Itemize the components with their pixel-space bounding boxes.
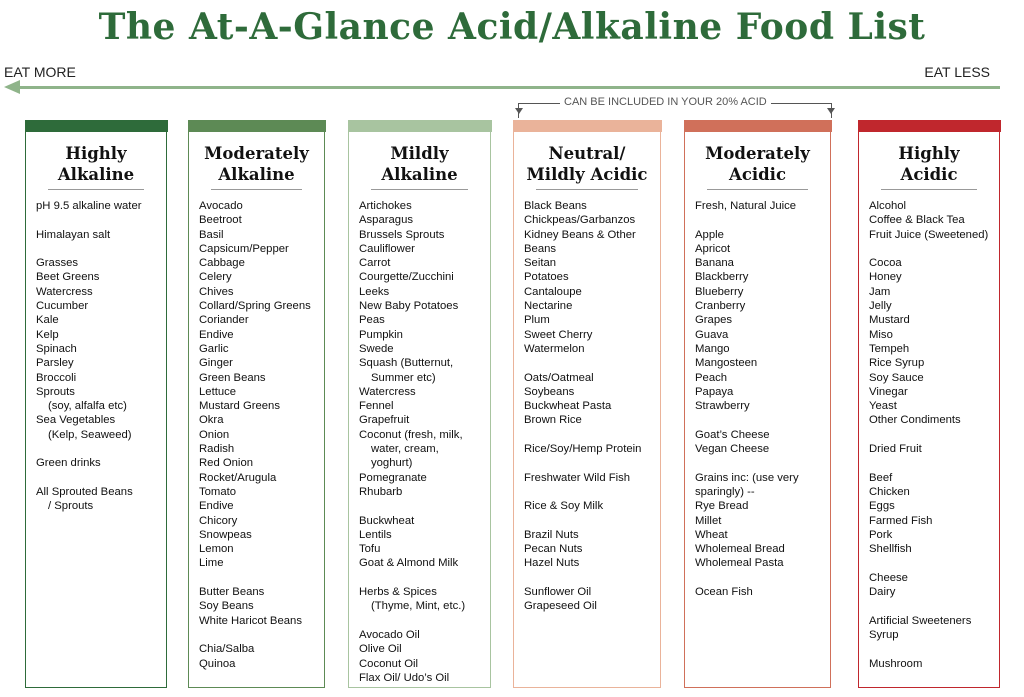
food-item: Spinach — [36, 342, 77, 355]
food-item: Plum — [524, 314, 550, 327]
eat-more-label: EAT MORE — [4, 64, 76, 80]
column-divider — [48, 189, 144, 190]
food-item: Collard/Spring Greens — [199, 300, 311, 313]
food-item: Beet Greens — [36, 271, 100, 284]
food-item: Soybeans — [524, 385, 575, 398]
food-item: All Sprouted Beans — [36, 485, 133, 498]
food-item: Vegan Cheese — [695, 443, 770, 456]
food-item: Tomato — [199, 485, 237, 498]
column-divider — [536, 189, 638, 190]
food-item: Sunflower Oil — [524, 586, 592, 599]
food-item: Ginger — [199, 357, 233, 370]
food-item: Flax Oil/ Udo’s Oil — [359, 671, 450, 684]
column-color-bar — [684, 120, 832, 132]
food-item: Green drinks — [36, 457, 101, 470]
scale-arrow-line — [18, 86, 1000, 89]
food-item: Asparagus — [359, 214, 414, 227]
food-item: Hazel Nuts — [524, 557, 580, 570]
food-item: Coconut (fresh, milk, — [359, 428, 463, 441]
food-item: yoghurt) — [371, 457, 413, 470]
food-item: Mushroom — [869, 657, 923, 670]
food-item: sparingly) -- — [695, 485, 755, 498]
food-item: Grapefruit — [359, 414, 410, 427]
food-item: Cabbage — [199, 257, 245, 270]
food-item: Soy Sauce — [869, 371, 924, 384]
column-divider — [371, 189, 468, 190]
food-item: Goat’s Cheese — [695, 428, 770, 441]
food-item — [869, 556, 997, 570]
food-item: water, cream, — [371, 443, 439, 456]
column-divider — [211, 189, 302, 190]
food-item — [359, 499, 488, 513]
food-item: Shellfish — [869, 543, 912, 556]
food-item: Rhubarb — [359, 485, 403, 498]
food-item — [869, 642, 997, 656]
food-item: Eggs — [869, 500, 895, 513]
food-item: Cranberry — [695, 300, 746, 313]
food-item — [359, 571, 488, 585]
food-item: Beetroot — [199, 214, 242, 227]
food-item: Leeks — [359, 285, 390, 298]
food-item — [869, 456, 997, 470]
food-item — [524, 356, 658, 370]
acid-allowance-label: CAN BE INCLUDED IN YOUR 20% ACID — [560, 96, 771, 108]
food-item: Cocoa — [869, 257, 902, 270]
food-item: Chives — [199, 285, 234, 298]
arrow-left-icon — [4, 80, 20, 94]
column-color-bar — [513, 120, 662, 132]
food-item: Papaya — [695, 385, 734, 398]
food-item: Pomegranate — [359, 471, 427, 484]
food-item: Potatoes — [524, 271, 569, 284]
food-item: pH 9.5 alkaline water — [36, 200, 142, 212]
food-item: Lime — [199, 557, 224, 570]
column-title: Moderately Acidic — [705, 144, 810, 184]
food-item: Farmed Fish — [869, 514, 933, 527]
food-item: Alcohol — [869, 200, 907, 212]
food-item: Dairy — [869, 586, 896, 599]
food-item: Radish — [199, 443, 235, 456]
food-list — [524, 199, 658, 614]
food-item: Garlic — [199, 342, 229, 355]
column-title: Mildly Alkaline — [381, 144, 458, 184]
food-item: Buckwheat — [359, 514, 415, 527]
food-item: Beans — [524, 242, 557, 255]
food-item: Blackberry — [695, 271, 749, 284]
food-item: Herbs & Spices — [359, 586, 437, 599]
column-mildly-alkaline — [348, 120, 491, 688]
bracket-right-arrow-icon — [827, 108, 835, 114]
food-item: Other Condiments — [869, 414, 961, 427]
food-item: Chickpeas/Garbanzos — [524, 214, 636, 227]
page-title: The At-A-Glance Acid/Alkaline Food List — [98, 6, 926, 48]
column-neutral-mildly-acidic — [513, 120, 661, 688]
food-item: Quinoa — [199, 657, 236, 670]
food-item: Squash (Butternut, — [359, 357, 454, 370]
food-item: Fennel — [359, 400, 394, 413]
food-item: Celery — [199, 271, 232, 284]
food-item: Grapeseed Oil — [524, 600, 597, 613]
food-item: Cantaloupe — [524, 285, 582, 298]
food-item — [524, 485, 658, 499]
food-item — [199, 571, 322, 585]
food-item: Summer etc) — [371, 371, 436, 384]
column-highly-alkaline — [25, 120, 167, 688]
food-item: Butter Beans — [199, 586, 265, 599]
food-item: (Kelp, Seaweed) — [48, 428, 132, 441]
food-item: Wholemeal Pasta — [695, 557, 784, 570]
food-item: White Haricot Beans — [199, 614, 302, 627]
food-item: Mustard — [869, 314, 910, 327]
food-item: Brussels Sprouts — [359, 228, 445, 241]
food-item: Lentils — [359, 528, 392, 541]
column-moderately-acidic — [684, 120, 831, 688]
food-item: Miso — [869, 328, 893, 341]
food-list — [695, 199, 828, 599]
food-item: Black Beans — [524, 200, 587, 212]
food-item: Rocket/Arugula — [199, 471, 277, 484]
food-item: Watercress — [359, 385, 416, 398]
food-item: Wholemeal Bread — [695, 543, 785, 556]
food-item: Rice/Soy/Hemp Protein — [524, 443, 642, 456]
food-item: Artichokes — [359, 200, 412, 212]
food-item: Ocean Fish — [695, 586, 753, 599]
food-item — [36, 213, 164, 227]
food-item: Endive — [199, 500, 234, 513]
food-item: Sea Vegetables — [36, 414, 116, 427]
food-item — [524, 571, 658, 585]
food-item: Sweet Cherry — [524, 328, 593, 341]
food-item — [695, 456, 828, 470]
food-item: Beef — [869, 471, 893, 484]
food-item: Artificial Sweeteners — [869, 614, 972, 627]
food-item: (Thyme, Mint, etc.) — [371, 600, 466, 613]
food-item: Rye Bread — [695, 500, 749, 513]
food-item: Grasses — [36, 257, 79, 270]
food-item: Mango — [695, 342, 730, 355]
food-item: Kale — [36, 314, 59, 327]
food-item: Chia/Salba — [199, 643, 255, 656]
food-item — [36, 471, 164, 485]
food-item — [869, 428, 997, 442]
food-item: Mustard Greens — [199, 400, 280, 413]
food-list — [359, 199, 488, 685]
food-item: Basil — [199, 228, 224, 241]
food-item: Chicory — [199, 514, 238, 527]
column-title: Highly Acidic — [898, 144, 960, 184]
food-item: Pecan Nuts — [524, 543, 583, 556]
column-title: Neutral/ Mildly Acidic — [526, 144, 648, 184]
food-item — [869, 599, 997, 613]
food-list — [199, 199, 322, 671]
food-item: Seitan — [524, 257, 557, 270]
food-item: Avocado — [199, 200, 243, 212]
food-item: Parsley — [36, 357, 74, 370]
food-item: Fruit Juice (Sweetened) — [869, 228, 989, 241]
food-item: Brown Rice — [524, 414, 582, 427]
food-item: Yeast — [869, 400, 897, 413]
food-item: Onion — [199, 428, 230, 441]
food-item: Soy Beans — [199, 600, 254, 613]
food-item: Guava — [695, 328, 729, 341]
food-item: Fresh, Natural Juice — [695, 200, 797, 212]
food-item: Snowpeas — [199, 528, 252, 541]
food-item: Kidney Beans & Other — [524, 228, 636, 241]
food-item: Dried Fruit — [869, 443, 922, 456]
food-item: Freshwater Wild Fish — [524, 471, 631, 484]
food-item: Mangosteen — [695, 357, 758, 370]
food-item: Goat & Almond Milk — [359, 557, 459, 570]
food-item: Apple — [695, 228, 724, 241]
food-item: Nectarine — [524, 300, 573, 313]
food-item: Grapes — [695, 314, 733, 327]
food-item: Chicken — [869, 485, 910, 498]
food-item — [695, 213, 828, 227]
food-item: Pumpkin — [359, 328, 403, 341]
food-item — [695, 413, 828, 427]
food-item: Okra — [199, 414, 224, 427]
food-item: Cucumber — [36, 300, 89, 313]
food-item: Strawberry — [695, 400, 750, 413]
food-item: Red Onion — [199, 457, 254, 470]
food-item: Cauliflower — [359, 242, 415, 255]
food-item: Tofu — [359, 543, 381, 556]
column-highly-acidic — [858, 120, 1000, 688]
column-divider — [707, 189, 808, 190]
food-item: Lemon — [199, 543, 234, 556]
food-item — [36, 442, 164, 456]
food-item: Capsicum/Pepper — [199, 242, 289, 255]
food-item: Broccoli — [36, 371, 77, 384]
food-item: Rice & Soy Milk — [524, 500, 604, 513]
food-item — [695, 571, 828, 585]
column-color-bar — [348, 120, 492, 132]
food-item: Olive Oil — [359, 643, 402, 656]
food-item — [36, 242, 164, 256]
food-item: New Baby Potatoes — [359, 300, 459, 313]
food-item: (soy, alfalfa etc) — [48, 400, 127, 413]
food-item: Banana — [695, 257, 734, 270]
food-item — [524, 456, 658, 470]
food-item: Honey — [869, 271, 902, 284]
food-item: Courgette/Zucchini — [359, 271, 454, 284]
food-item: Millet — [695, 514, 722, 527]
food-list — [869, 199, 997, 671]
food-item — [524, 428, 658, 442]
eat-less-label: EAT LESS — [924, 64, 990, 80]
food-item: Oats/Oatmeal — [524, 371, 594, 384]
food-item: Coriander — [199, 314, 249, 327]
food-item: Brazil Nuts — [524, 528, 579, 541]
food-item: Cheese — [869, 571, 908, 584]
food-item: Lettuce — [199, 385, 237, 398]
food-item: Wheat — [695, 528, 728, 541]
food-item: Apricot — [695, 242, 731, 255]
food-item: Coffee & Black Tea — [869, 214, 965, 227]
food-item: Avocado Oil — [359, 628, 420, 641]
food-item: Coconut Oil — [359, 657, 419, 670]
food-item: Peas — [359, 314, 385, 327]
food-item: Vinegar — [869, 385, 908, 398]
food-item: Endive — [199, 328, 234, 341]
food-item: Jelly — [869, 300, 892, 313]
food-item: Grains inc: (use very — [695, 471, 799, 484]
food-item: Peach — [695, 371, 728, 384]
food-item: Jam — [869, 285, 891, 298]
column-color-bar — [858, 120, 1001, 132]
food-item: Blueberry — [695, 285, 744, 298]
food-list — [36, 199, 164, 514]
food-item — [359, 614, 488, 628]
food-item — [869, 242, 997, 256]
food-item — [524, 514, 658, 528]
food-item: Tempeh — [869, 342, 910, 355]
column-title: Highly Alkaline — [57, 144, 135, 184]
food-item: / Sprouts — [48, 500, 94, 513]
food-item: Sprouts — [36, 385, 75, 398]
bracket-left-arrow-icon — [515, 108, 523, 114]
food-item: Rice Syrup — [869, 357, 925, 370]
food-item: Watermelon — [524, 342, 585, 355]
food-item: Syrup — [869, 628, 899, 641]
food-item: Watercress — [36, 285, 93, 298]
column-title: Moderately Alkaline — [204, 144, 309, 184]
column-color-bar — [188, 120, 326, 132]
food-item: Green Beans — [199, 371, 266, 384]
food-item: Carrot — [359, 257, 391, 270]
column-moderately-alkaline — [188, 120, 325, 688]
column-divider — [881, 189, 977, 190]
food-item: Pork — [869, 528, 893, 541]
food-item: Swede — [359, 342, 394, 355]
column-color-bar — [25, 120, 168, 132]
food-item: Buckwheat Pasta — [524, 400, 612, 413]
food-item — [199, 628, 322, 642]
food-item: Himalayan salt — [36, 228, 111, 241]
food-item: Kelp — [36, 328, 59, 341]
